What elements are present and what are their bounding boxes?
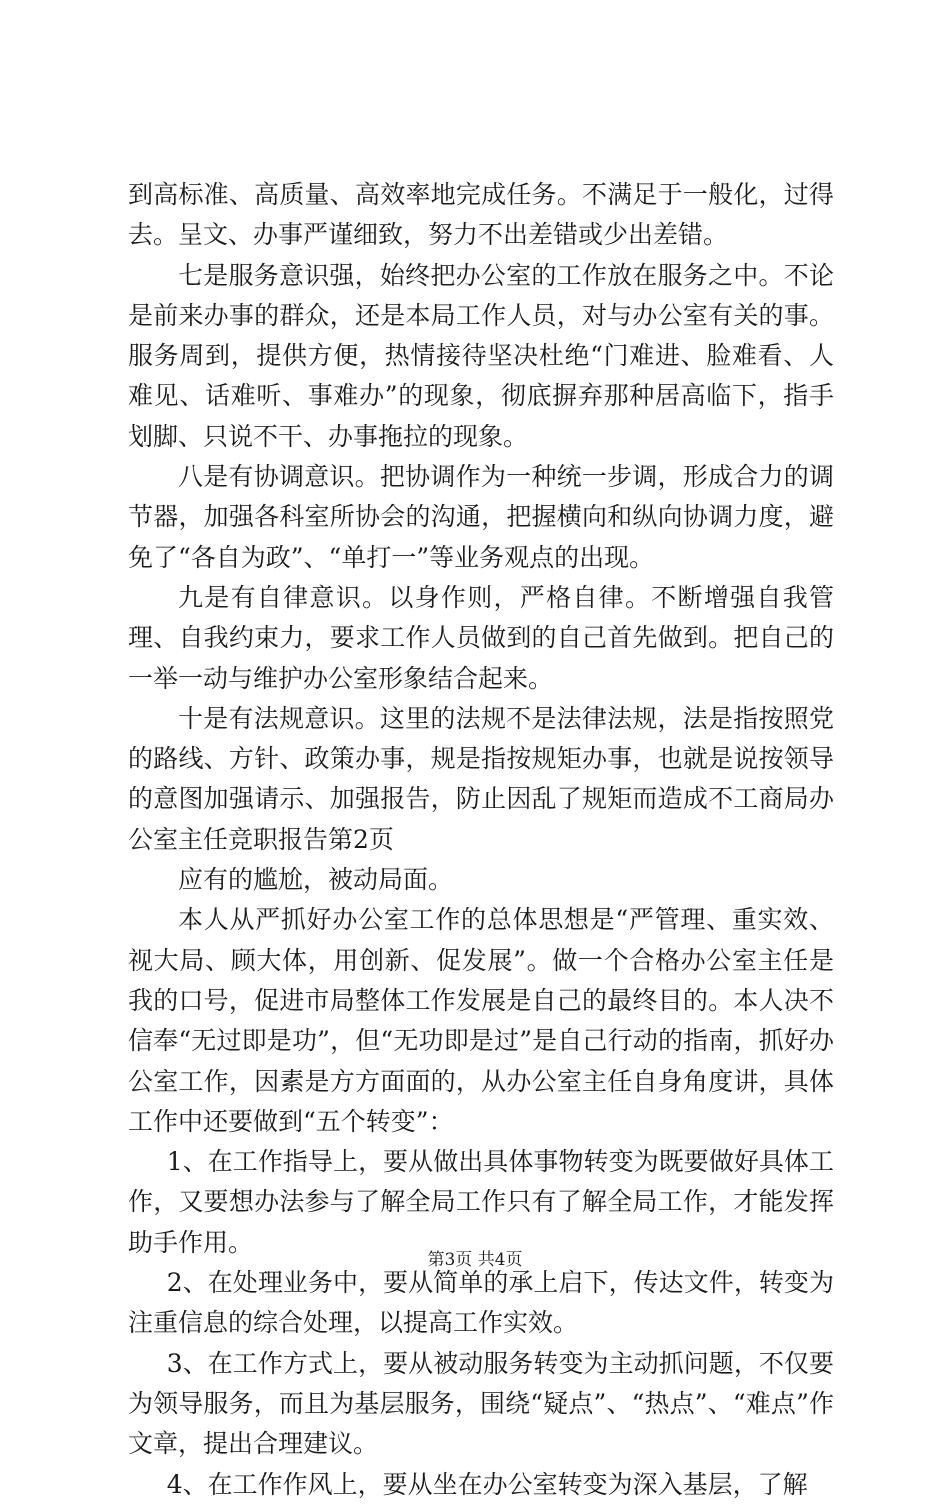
paragraph-overall-thinking: 本人从严抓好办公室工作的总体思想是“严管理、重实效、视大局、顾大体，用创新、促发展”。做一个合格办公室主任是我的口号，促进市局整体工作发展是自己的最终目的。本人决不信奉“无过即是功”，但“无功即是过”是自己行动的指南，抓好办公室工作，因素是方方面面的，从办公室主任自身角度讲，具体工作中还要做到“五个转变”： (128, 905, 834, 1136)
list-item-transformation-2: 2、在处理业务中，要从简单的承上启下，传达文件，转变为注重信息的综合处理，以提高工作实效。 (128, 1268, 834, 1338)
paragraph-coordination-awareness: 八是有协调意识。把协调作为一种统一步调，形成合力的调节器，加强各科室所协会的沟通，把握横向和纵向协调力度，避免了“各自为政”、“单打一”等业务观点的出现。 (128, 462, 834, 572)
page-footer: 第3页 共4页 (427, 1250, 523, 1270)
list-item-transformation-1: 1、在工作指导上，要从做出具体事物转变为既要做好具体工作，又要想办法参与了解全局工作只有了解全局工作，才能发挥助手作用。 (128, 1147, 834, 1257)
paragraph-embarrassment: 应有的尴尬，被动局面。 (178, 865, 454, 895)
paragraph-continuation: 到高标准、高质量、高效率地完成任务。不满足于一般化，过得去。呈文、办事严谨细致，努力不出差错或少出差错。 (128, 180, 834, 250)
list-item-transformation-3: 3、在工作方式上，要从被动服务转变为主动抓问题，不仅要为领导服务，而且为基层服务，围绕“疑点”、“热点”、“难点”作文章，提出合理建议。 (128, 1348, 834, 1459)
document-body (128, 175, 834, 1505)
paragraph-regulation-awareness: 十是有法规意识。这里的法规不是法律法规，法是指按照党的路线、方针、政策办事，规是指按规矩办事，也就是说按领导的意图加强请示、加强报告，防止因乱了规矩而造成不工商局办公室主任竞职报告第2页 (128, 703, 834, 854)
paragraph-service-awareness: 七是服务意识强，始终把办公室的工作放在服务之中。不论是前来办事的群众，还是本局工作人员，对与办公室有关的事。服务周到，提供方便，热情接待坚决杜绝“门难进、脸难看、人难见、话难听、事难办”的现象，彻底摒弃那种居高临下，指手划脚、只说不干、办事拖拉的现象。 (128, 260, 834, 451)
list-item-transformation-4: 4、在工作作风上，要从坐在办公室转变为深入基层，了解 (166, 1469, 808, 1499)
paragraph-self-discipline: 九是有自律意识。以身作则，严格自律。不断增强自我管理、自我约束力，要求工作人员做到的自己首先做到。把自己的一举一动与维护办公室形象结合起来。 (128, 582, 834, 693)
